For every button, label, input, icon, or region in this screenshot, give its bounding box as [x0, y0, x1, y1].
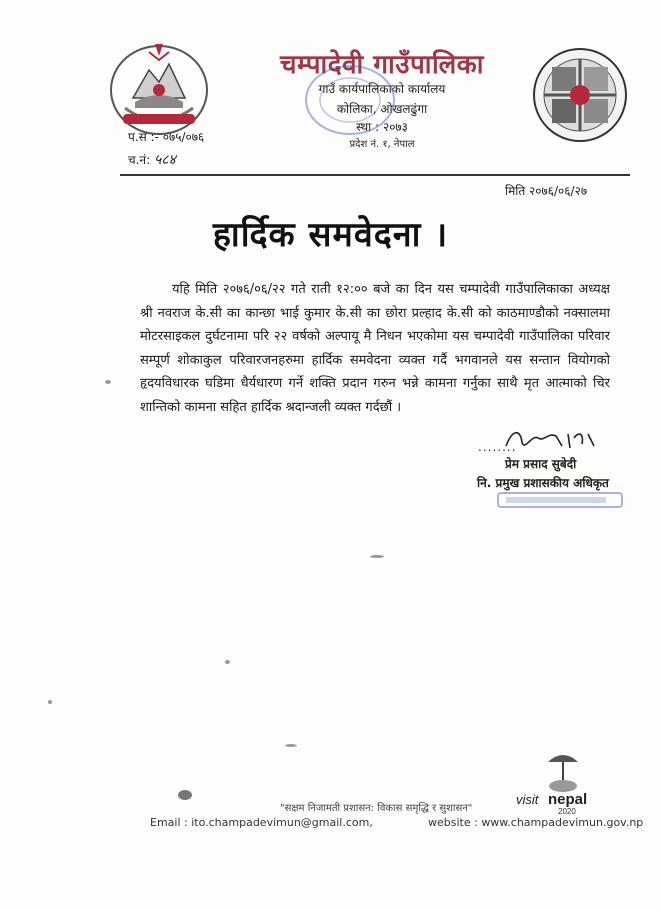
scan-speck	[105, 380, 111, 384]
header-divider	[120, 174, 630, 176]
office-name: गाउँ कार्यपालिकाको कार्यालय	[318, 82, 446, 96]
signature-dots: ........	[478, 440, 517, 454]
footer-website[interactable]: website : www.champadevimun.gov.np	[428, 816, 644, 829]
nepal-emblem-logo	[105, 38, 213, 138]
scan-speck	[48, 700, 52, 704]
province-line: प्रदेश नं. १, नेपाल	[349, 139, 415, 150]
scan-speck	[225, 660, 230, 664]
signer-title: नि. प्रमुख प्रशासकीय अधिकृत	[477, 476, 609, 490]
svg-text:nepal: nepal	[548, 791, 588, 808]
signer-name: प्रेम प्रसाद सुबेदी	[505, 457, 577, 471]
letter-body: यहि मिति २०७६/०६/२२ गते राती १२:०० बजे का दिन यस चम्पादेवी गाउँपालिकाका अध्यक्ष श्री नवराज के.सी का कान्छा भाई कुमार के.सी का छोरा प्रल्हाद के.सी को काठमाण्डौको नक्सालमा मोटरसाइकल दुर्घटनामा परि २२ वर्षको अल्पायू मै निधन भएकोमा यस चम्पादेवी गाउँपालिका परिवार सम्पूर्ण शोकाकुल परिवारजनहरुमा हार्दिक समवेदना व्यक्त गर्दै भगवानले यस सन्तान वियोगको हृदयविधारक घडिमा धैर्यधारण गर्ने शक्ति प्रदान गरुन भन्ने कामना गर्नुका साथै मृत आत्माको चिर शान्तिको कामना सहित हार्दिक श्रदान्जली व्यक्त गर्दछौं ।	[140, 282, 610, 415]
reference-cha	[128, 150, 176, 169]
reference-cha-label: च.नं:	[128, 153, 151, 167]
letter-headline: हार्दिक समवेदना ।	[212, 215, 449, 255]
office-stamp-seal	[300, 60, 400, 140]
reference-ps: प.स :- ०७५/०७६	[128, 130, 205, 144]
handwritten-signature	[498, 424, 608, 456]
scan-speck	[285, 744, 297, 747]
established-year: स्था : २०७३	[356, 120, 408, 134]
svg-text:visit: visit	[516, 792, 539, 807]
org-name: चम्पादेवी गाउँपालिका	[279, 50, 485, 80]
office-address: कोलिका, ओखलढुंगा	[336, 102, 428, 116]
visit-nepal-logo	[508, 748, 618, 818]
reference-cha-value: ५८४	[153, 152, 176, 168]
letter-date: मिति २०७६/०६/२७	[505, 184, 588, 198]
municipality-logo	[530, 45, 630, 145]
official-stamp	[496, 490, 626, 510]
footer-email[interactable]: Email : ito.champadevimun@gmail.com,	[150, 816, 373, 829]
scan-speck	[178, 790, 192, 800]
svg-text:2020: 2020	[558, 807, 576, 816]
footer-slogan: "सक्षम निजामती प्रशासन: विकास समृद्धि र सुशासन"	[280, 803, 473, 814]
scan-speck	[370, 555, 384, 558]
